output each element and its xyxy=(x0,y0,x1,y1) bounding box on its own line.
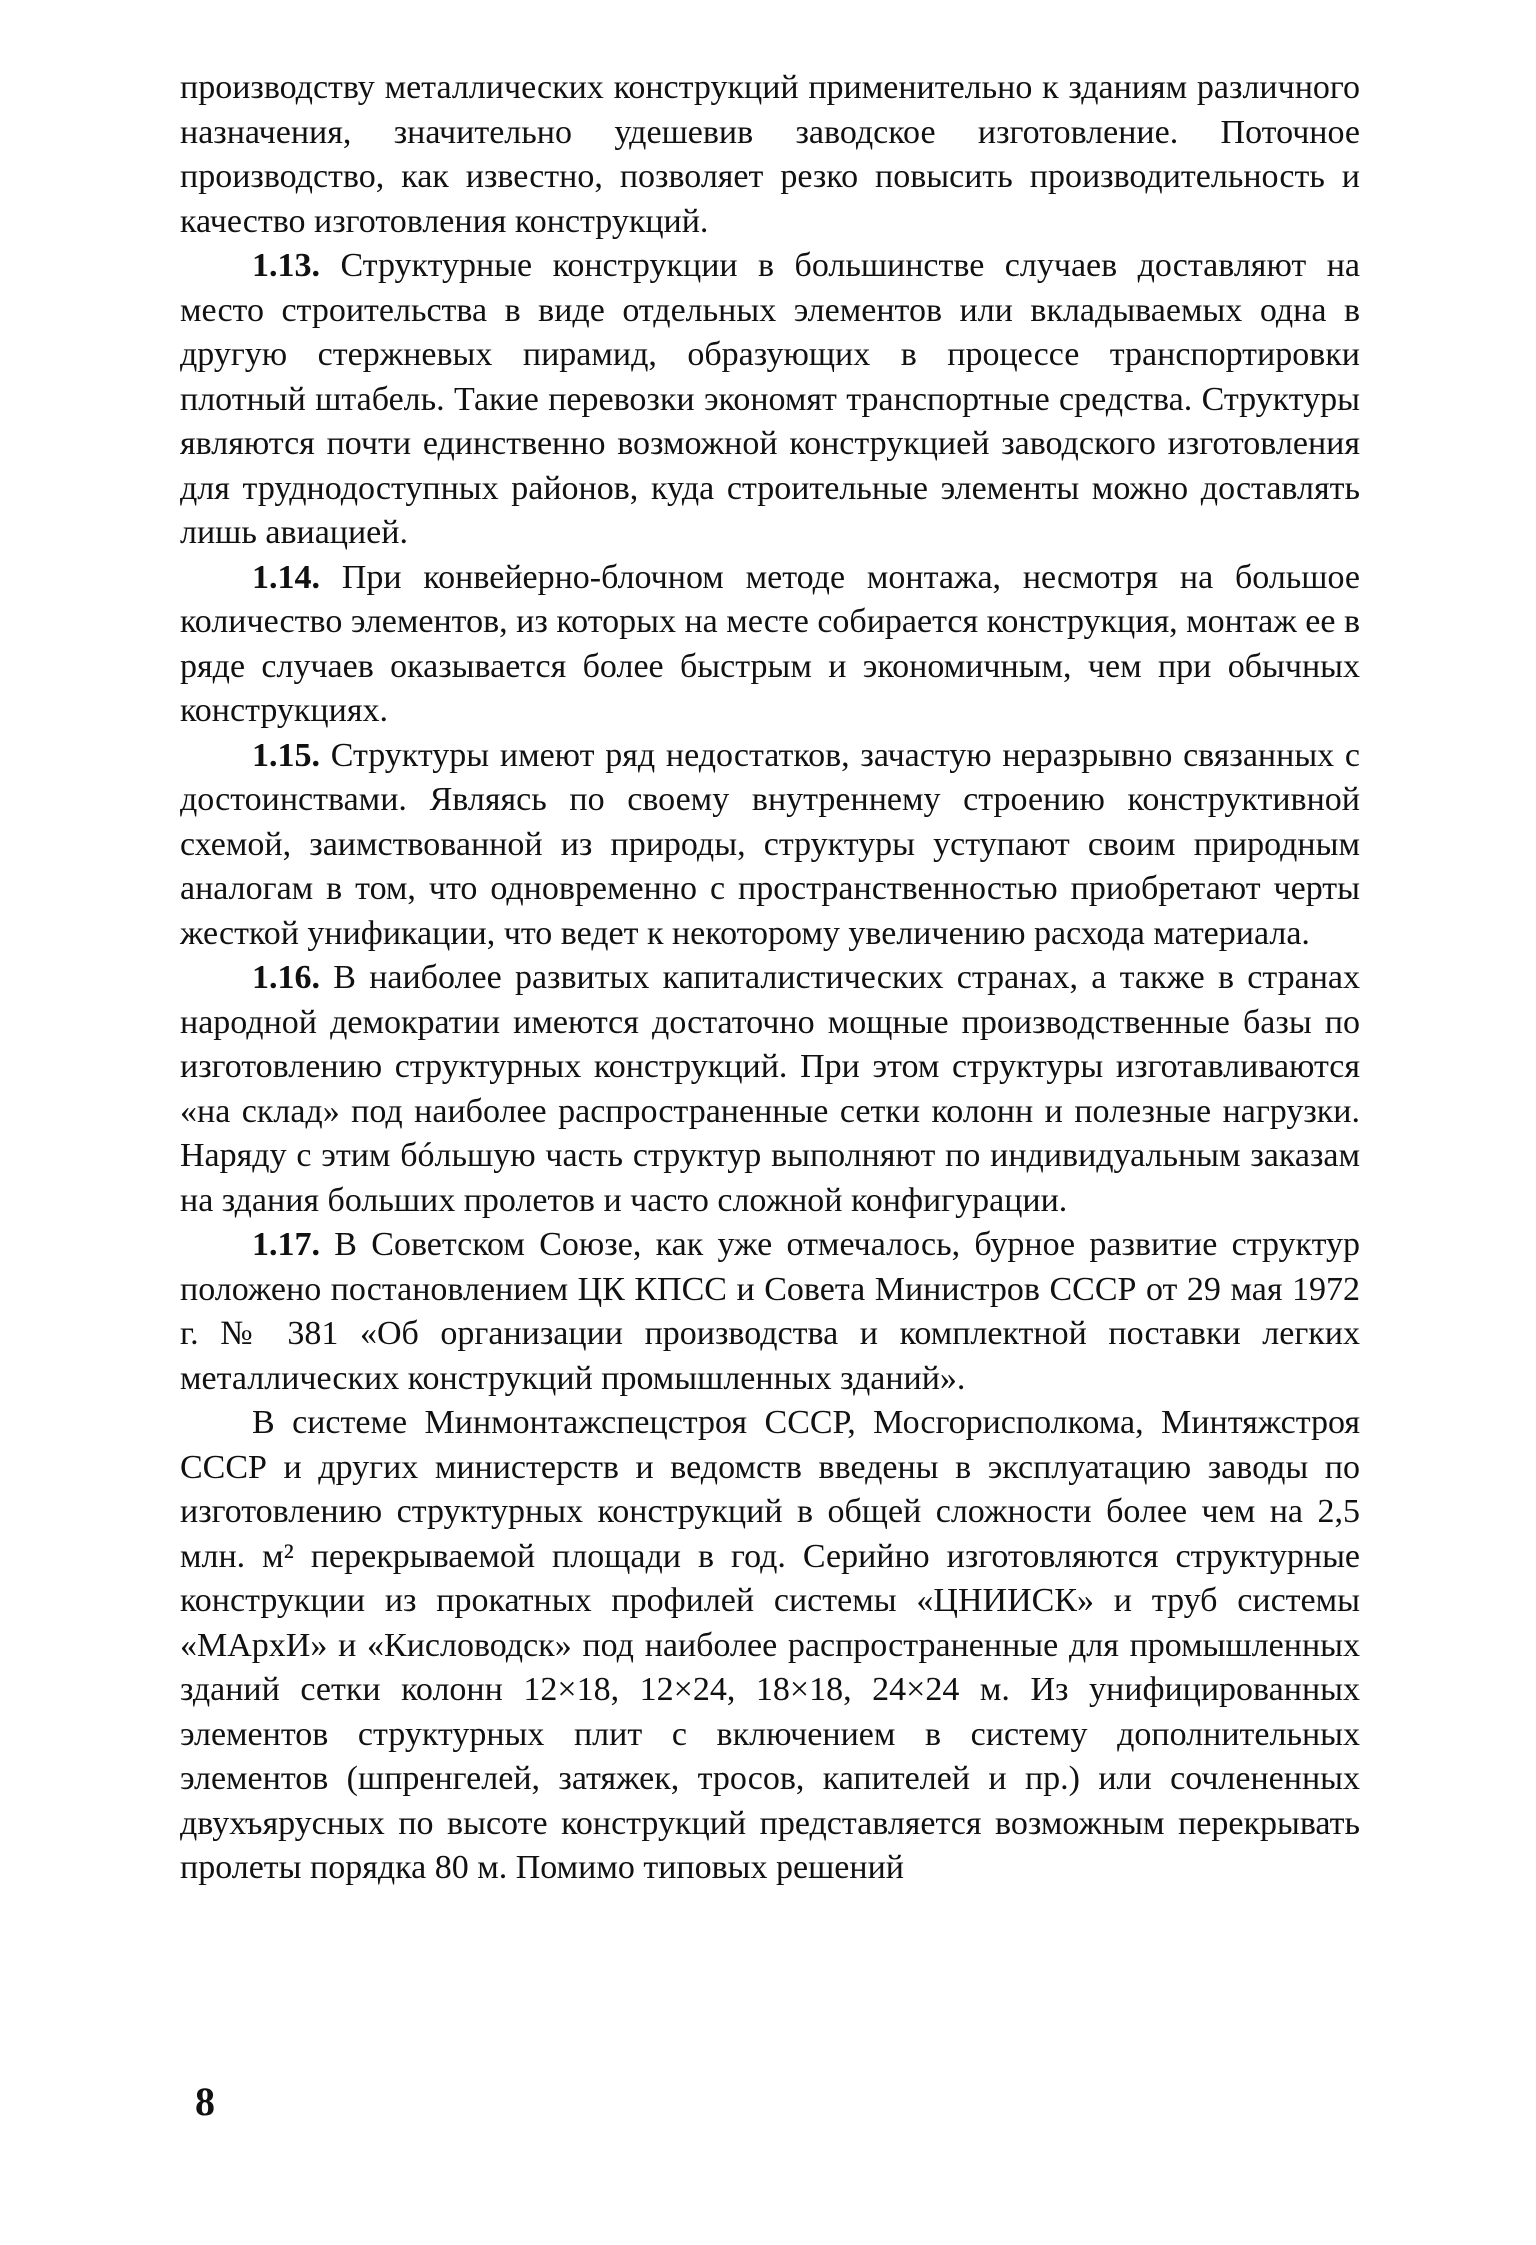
paragraph-ministry-system xyxy=(180,1401,1360,1891)
paragraph-continued xyxy=(180,66,1360,244)
paragraph-1-15 xyxy=(180,734,1360,957)
paragraph-text: В наиболее развитых капиталистических странах, а также в странах народной демократии имеются достаточно мощные производственные базы по изготовлению структурных конструкций. При этом структуры изготавливаются «на склад» под наиболее распространенные сетки колонн и полезные нагрузки. Наряду с этим бóльшую часть структур выполняют по индивидуальным заказам на здания больших пролетов и часто сложной конфигурации. xyxy=(180,959,1360,1219)
paragraph-1-14 xyxy=(180,556,1360,734)
paragraph-1-13 xyxy=(180,244,1360,556)
paragraph-text: производству металлических конструкций применительно к зданиям различного назначения, значительно удешевив заводское изготовление. Поточное производство, как известно, позволяет резко повысить производительность и качество изготовления конструкций. xyxy=(180,69,1360,240)
section-number: 1.17. xyxy=(252,1226,320,1263)
body-text xyxy=(180,66,1360,1891)
section-number: 1.16. xyxy=(252,959,320,996)
paragraph-text: При конвейерно-блочном методе монтажа, несмотря на большое количество элементов, из которых на месте собирается конструкция, монтаж ее в ряде случаев оказывается более быстрым и экономичным, чем при обычных конструкциях. xyxy=(180,558,1360,729)
paragraph-1-17 xyxy=(180,1223,1360,1401)
paragraph-text: В Советском Союзе, как уже отмечалось, бурное развитие структур положено постановлением ЦК КПСС и Совета Министров СССР от 29 мая 1972 г. № 381 «Об организации производства и комплектной поставки легких металлических конструкций промышленных зданий». xyxy=(180,1226,1360,1397)
paragraph-1-16 xyxy=(180,956,1360,1223)
section-number: 1.14. xyxy=(252,558,320,596)
section-number: 1.15. xyxy=(252,736,320,774)
page-number: 8 xyxy=(195,2079,215,2124)
paragraph-text: Структурные конструкции в большинстве случаев доставляют на место строительства в виде отдельных элементов или вкладываемых одна в другую стержневых пирамид, образующих в процессе транспортировки плотный штабель. Такие перевозки экономят транспортные средства. Структуры являются почти единственно возможной конструкцией заводского изготовления для труднодоступных районов, куда строительные элементы можно доставлять лишь авиацией. xyxy=(180,247,1360,551)
paragraph-text: В системе Минмонтажспецстроя СССР, Мосгорисполкома, Минтяжстроя СССР и других министерств и ведомств введены в эксплуатацию заводы по изготовлению структурных конструкций в общей сложности более чем на 2,5 млн. м² перекрываемой площади в год. Серийно изготовляются структурные конструкции из прокатных профилей системы «ЦНИИСК» и труб системы «МАрхИ» и «Кисловодск» под наиболее распространенные для промышленных зданий сетки колонн 12×18, 12×24, 18×18, 24×24 м. Из унифицированных элементов структурных плит с включением в систему дополнительных элементов (шпренгелей, затяжек, тросов, капителей и пр.) или сочлененных двухъярусных по высоте конструкций представляется возможным перекрывать пролеты порядка 80 м. Помимо типовых решений xyxy=(180,1404,1360,1886)
section-number: 1.13. xyxy=(252,247,320,284)
paragraph-text: Структуры имеют ряд недостатков, зачастую неразрывно связанных с достоинствами. Являясь по своему внутреннему строению конструктивной схемой, заимствованной из природы, структуры уступают своим природным аналогам в том, что одновременно с пространственностью приобретают черты жесткой унификации, что ведет к некоторому увеличению расхода материала. xyxy=(180,736,1360,952)
